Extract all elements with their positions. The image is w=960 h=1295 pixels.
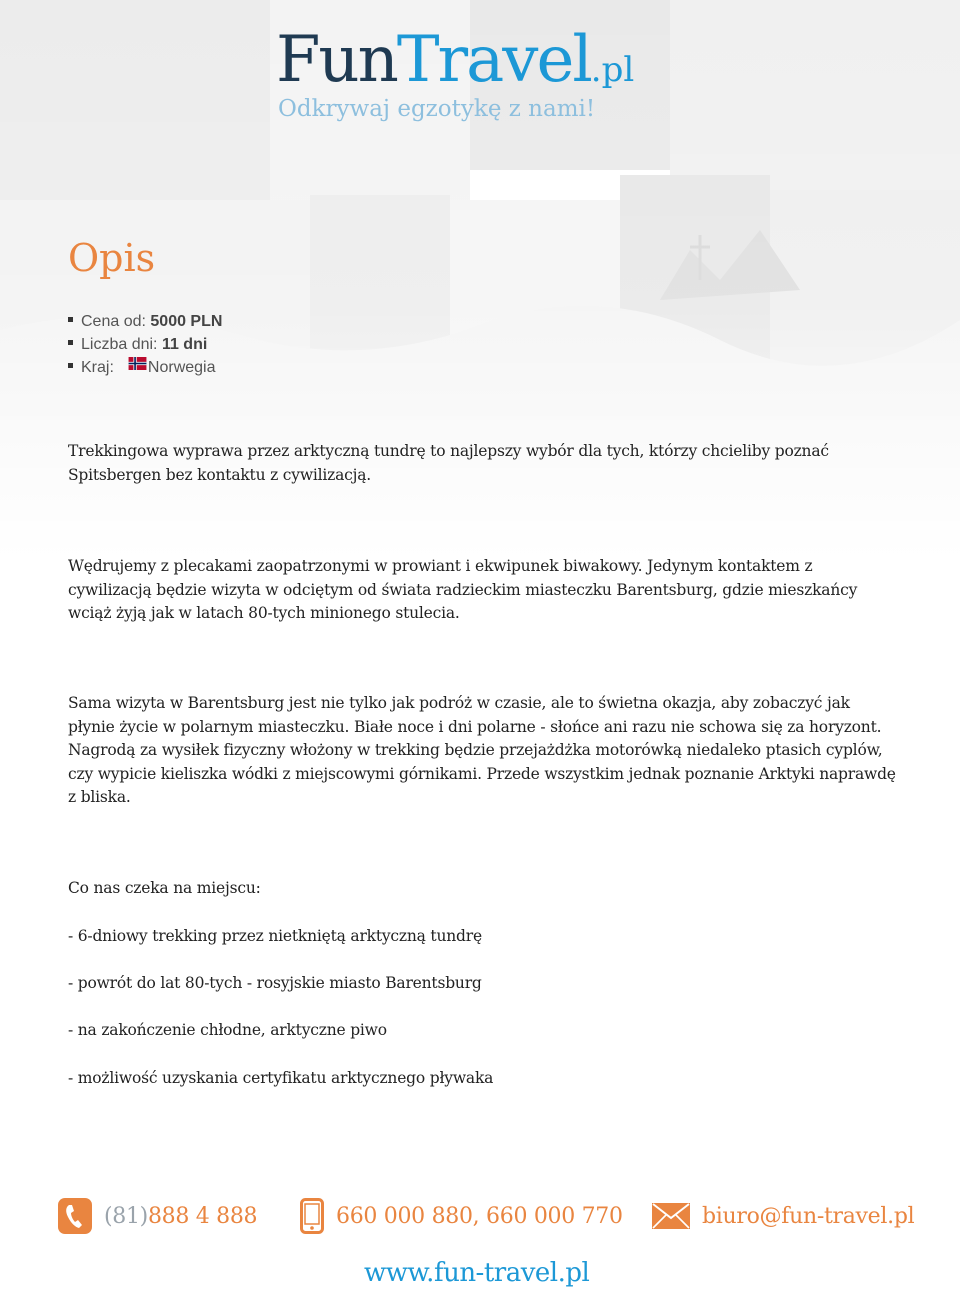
- tagline: Odkrywaj egzotykę z nami!: [278, 96, 596, 122]
- paragraph-route: Wędrujemy z plecakami zaopatrzonymi w prowiant i ekwipunek biwakowy. Jedynym kontaktem z cywilizacją będzie wizyta w odciętym od świata radzieckim miasteczku Barentsburg, gdzie mieszkańcy wciąż żyją jak w latach 80-tych minionego stulecia.: [68, 557, 858, 622]
- logo-fun: Fun: [276, 23, 397, 97]
- country-label: Kraj:: [81, 359, 114, 376]
- price-value: 5000 PLN: [150, 313, 223, 330]
- bullet-icon: [68, 317, 73, 322]
- contact-email[interactable]: [652, 1196, 914, 1236]
- mobile-numbers: 660 000 880, 660 000 770: [336, 1203, 623, 1229]
- contact-mobile[interactable]: [300, 1196, 623, 1236]
- highlight-item: - 6-dniowy trekking przez nietkniętą arktyczną tundrę: [68, 927, 482, 945]
- trip-facts: [68, 310, 222, 379]
- days-label: Liczba dni:: [81, 336, 162, 353]
- bullet-icon: [68, 340, 73, 345]
- price-label: Cena od:: [81, 313, 151, 330]
- days-value: 11 dni: [161, 336, 208, 353]
- mobile-icon: [300, 1198, 324, 1234]
- highlight-item: - na zakończenie chłodne, arktyczne piwo: [68, 1021, 387, 1039]
- logo: [276, 23, 635, 122]
- contact-phone[interactable]: [58, 1196, 257, 1236]
- highlight-item: - możliwość uzyskania certyfikatu arktycznego pływaka: [68, 1069, 494, 1087]
- logo-wordmark: [276, 23, 635, 97]
- highlights-heading: Co nas czeka na miejscu:: [68, 879, 261, 897]
- fact-days: [68, 333, 222, 356]
- phone-number: 888 4 888: [147, 1203, 258, 1229]
- paragraph-barentsburg: Sama wizyta w Barentsburg jest nie tylko jak podróż w czasie, ale to świetna okazja, aby zobaczyć jak płynie życie w polarnym miasteczku. Białe noce i dni polarne - słońce ani razu nie schowa się za horyzont. Nagrodą za wysiłek fizyczny włożony w trekking będzie przejażdżka motorówką niedaleko ptasich cyplów, czy wypicie kieliszka wódki z miejscowymi górnikami. Przede wszystkim jednak poznanie Arktyki naprawdę z bliska.: [68, 694, 896, 806]
- logo-pl: .pl: [590, 50, 635, 90]
- envelope-icon: [652, 1203, 690, 1229]
- fact-price: [68, 310, 222, 333]
- phone-prefix: (81): [104, 1203, 148, 1229]
- logo-travel: Travel: [396, 23, 591, 97]
- highlight-item: - powrót do lat 80-tych - rosyjskie miasto Barentsburg: [68, 974, 482, 992]
- bullet-icon: [68, 363, 73, 368]
- section-title: Opis: [68, 236, 156, 280]
- country-value: Norwegia: [147, 359, 216, 376]
- website-link[interactable]: www.fun-travel.pl: [364, 1258, 590, 1288]
- phone-icon: [58, 1198, 92, 1234]
- norway-flag-icon: [128, 354, 147, 377]
- paragraph-intro: Trekkingowa wyprawa przez arktyczną tundrę to najlepszy wybór dla tych, którzy chcieliby poznać Spitsbergen bez kontaktu z cywilizacją.: [68, 442, 829, 484]
- email-address: biuro@fun-travel.pl: [702, 1203, 915, 1229]
- fact-country: [68, 356, 222, 379]
